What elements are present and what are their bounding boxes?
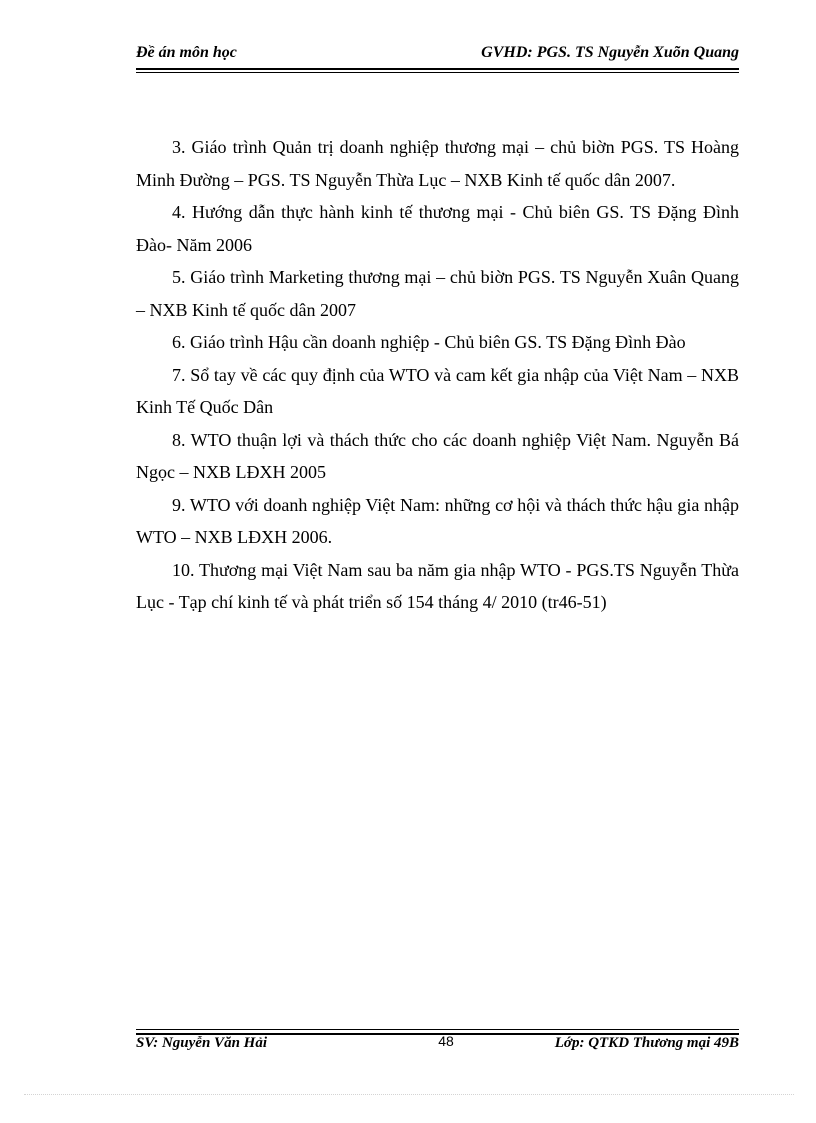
reference-item-5: 5. Giáo trình Marketing thương mại – chủ biờn PGS. TS Nguyễn Xuân Quang – NXB Kinh tế quốc dân 2007 [136, 267, 739, 320]
reference-item-6: 6. Giáo trình Hậu cần doanh nghiệp - Chủ biên GS. TS Đặng Đình Đào [172, 332, 686, 352]
footer-rule-thin [136, 1029, 739, 1030]
reference-item-3: 3. Giáo trình Quản trị doanh nghiệp thương mại – chủ biờn PGS. TS Hoàng Minh Đường – PGS. TS Nguyễn Thừa Lục – NXB Kinh tế quốc dân 2007. [136, 137, 739, 190]
page-footer [136, 1035, 739, 1057]
footer-student-name: SV: Nguyễn Văn Hải [136, 1035, 267, 1051]
reference-list [136, 131, 739, 619]
reference-item-4: 4. Hướng dẫn thực hành kinh tế thương mại - Chủ biên GS. TS Đặng Đình Đào- Năm 2006 [136, 202, 739, 255]
page-edge-divider [24, 1094, 794, 1095]
header-rule-thin [136, 72, 739, 73]
page-header [136, 44, 739, 66]
page-number: 48 [438, 1033, 454, 1049]
header-advisor: GVHD: PGS. TS Nguyễn Xuõn Quang [481, 44, 739, 61]
reference-item-9: 9. WTO với doanh nghiệp Việt Nam: những cơ hội và thách thức hậu gia nhập WTO – NXB LĐXH 2006. [136, 494, 739, 547]
reference-item-8: 8. WTO thuận lợi và thách thức cho các doanh nghiệp Việt Nam. Nguyễn Bá Ngọc – NXB LĐXH 2005 [136, 429, 739, 482]
header-rule-thick [136, 68, 739, 70]
header-course-title: Đề án môn học [136, 44, 237, 61]
reference-item-10: 10. Thương mại Việt Nam sau ba năm gia nhập WTO - PGS.TS Nguyễn Thừa Lục - Tạp chí kinh tế và phát triển số 154 tháng 4/ 2010 (tr46-51) [136, 559, 739, 612]
footer-class-name: Lớp: QTKD Thương mại 49B [554, 1035, 739, 1051]
reference-item-7: 7. Sổ tay về các quy định của WTO và cam kết gia nhập của Việt Nam – NXB Kinh Tế Quốc Dân [136, 364, 739, 417]
